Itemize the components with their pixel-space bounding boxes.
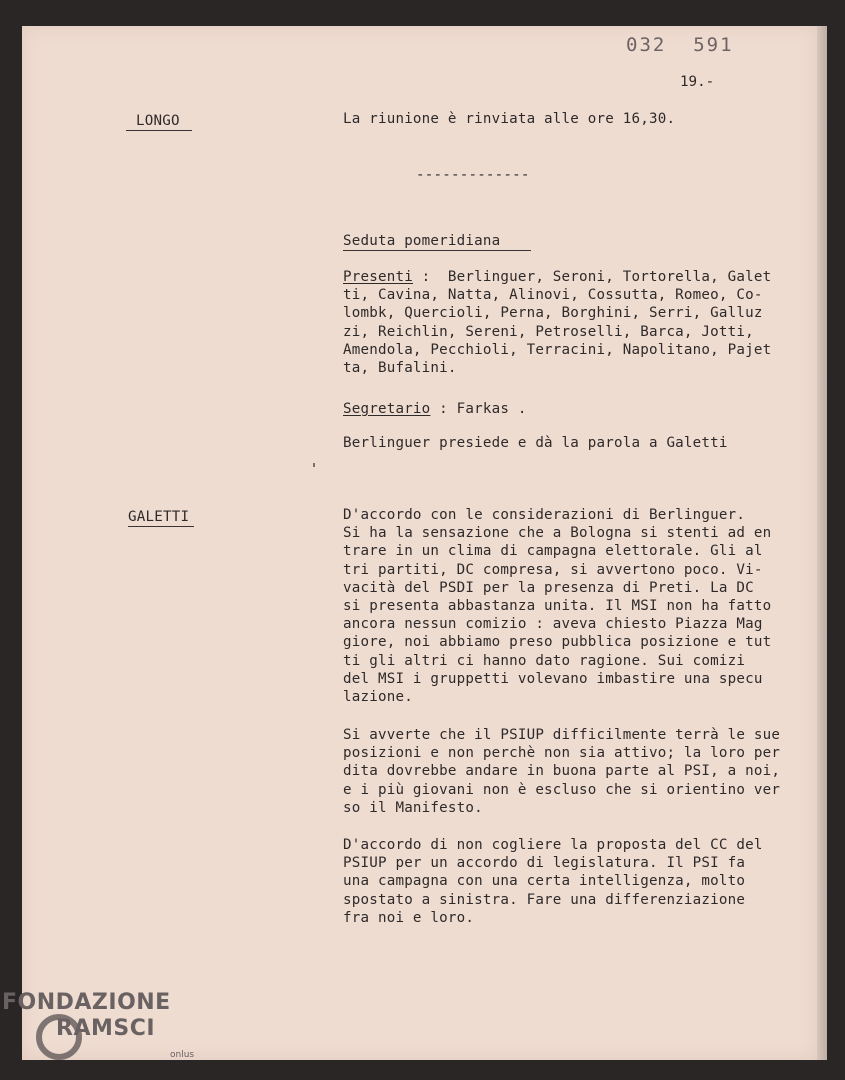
- presenti-line: ti, Cavina, Natta, Alinovi, Cossutta, Romeo, Co-: [343, 287, 763, 304]
- text-line: del MSI i gruppetti volevano imbastire una specu: [343, 670, 763, 687]
- text-line: ti gli altri ci hanno dato ragione. Sui comizi: [343, 652, 746, 669]
- text-line: D'accordo con le considerazioni di Berlinguer.: [343, 507, 746, 523]
- text-line: PSIUP per un accordo di legislatura. Il PSI fa: [343, 855, 746, 872]
- segretario-line: [343, 400, 527, 418]
- watermark-suffix: onlus: [170, 1050, 195, 1060]
- longo-statement: La riunione è rinviata alle ore 16,30.: [343, 111, 676, 127]
- text-line: so il Manifesto.: [343, 799, 483, 816]
- text-line: fra noi e loro.: [343, 909, 475, 926]
- text-line: giore, noi abbiamo preso pubblica posizione e tut: [343, 634, 772, 651]
- text-line: ancora nessun comizio : aveva chiesto Piazza Mag: [343, 616, 763, 633]
- speaker-galetti: GALETTI: [128, 509, 190, 525]
- text-line: si presenta abbastanza unita. Il MSI non ha fatto: [343, 598, 772, 615]
- presenti-line: lombk, Quercioli, Perna, Borghini, Serri, Galluz: [343, 305, 763, 322]
- document-number: 032 591: [626, 34, 734, 56]
- presenti-block: [343, 268, 771, 377]
- text-line: Si ha la sensazione che a Bologna si stenti ad en: [343, 525, 772, 542]
- speaker-longo-underline: [126, 130, 192, 131]
- segretario-value: : Farkas .: [430, 401, 527, 417]
- text-line: tri partiti, DC compresa, si avvertono poco. Vi-: [343, 561, 763, 578]
- watermark-line-1: FONDAZIONE: [2, 990, 171, 1015]
- text-line: dita dovrebbe andare in buona parte al PSI, a noi,: [343, 763, 781, 780]
- presenti-line: zi, Reichlin, Sereni, Petroselli, Barca, Jotti,: [343, 323, 754, 340]
- text-line: trare in un clima di campagna elettorale. Gli al: [343, 543, 763, 560]
- text-line: una campagna con una certa intelligenza, molto: [343, 873, 746, 890]
- galetti-paragraph-3: [343, 836, 763, 927]
- text-line: spostato a sinistra. Fare una differenziazione: [343, 891, 746, 908]
- text-line: lazione.: [343, 689, 413, 706]
- segretario-label: Segretario: [343, 401, 431, 417]
- page-number: 19.-: [680, 74, 715, 90]
- galetti-paragraph-1: [343, 506, 771, 706]
- presenti-line: Amendola, Pecchioli, Terracini, Napolitano, Pajet: [343, 341, 772, 358]
- speaker-galetti-underline: [128, 526, 194, 527]
- page-edge: [817, 26, 827, 1060]
- fondazione-gramsci-watermark: [2, 990, 195, 1060]
- paper-speck: [313, 463, 315, 467]
- galetti-paragraph-2: [343, 726, 780, 817]
- text-line: Si avverte che il PSIUP difficilmente terrà le sue: [343, 727, 781, 743]
- session-title: Seduta pomeridiana: [343, 233, 501, 249]
- presenti-line: ta, Bufalini.: [343, 360, 457, 377]
- presenti-label: Presenti: [343, 269, 413, 285]
- session-title-underline: [343, 250, 531, 251]
- watermark-line-2: RAMSCI: [56, 1016, 156, 1041]
- speaker-longo: LONGO: [136, 113, 180, 129]
- presenti-line-1: Presenti : Berlinguer, Seroni, Tortorella, Galet: [343, 269, 772, 285]
- text-line: D'accordo di non cogliere la proposta del CC del: [343, 837, 763, 853]
- text-line: vacità del PSDI per la presenza di Preti. La DC: [343, 579, 754, 596]
- text-line: posizioni e non perchè non sia attivo; la loro per: [343, 745, 781, 762]
- section-separator: -------------: [416, 167, 530, 183]
- text-line: e i più giovani non è escluso che si orientino ver: [343, 781, 781, 798]
- presiede-line: Berlinguer presiede e dà la parola a Galetti: [343, 435, 728, 451]
